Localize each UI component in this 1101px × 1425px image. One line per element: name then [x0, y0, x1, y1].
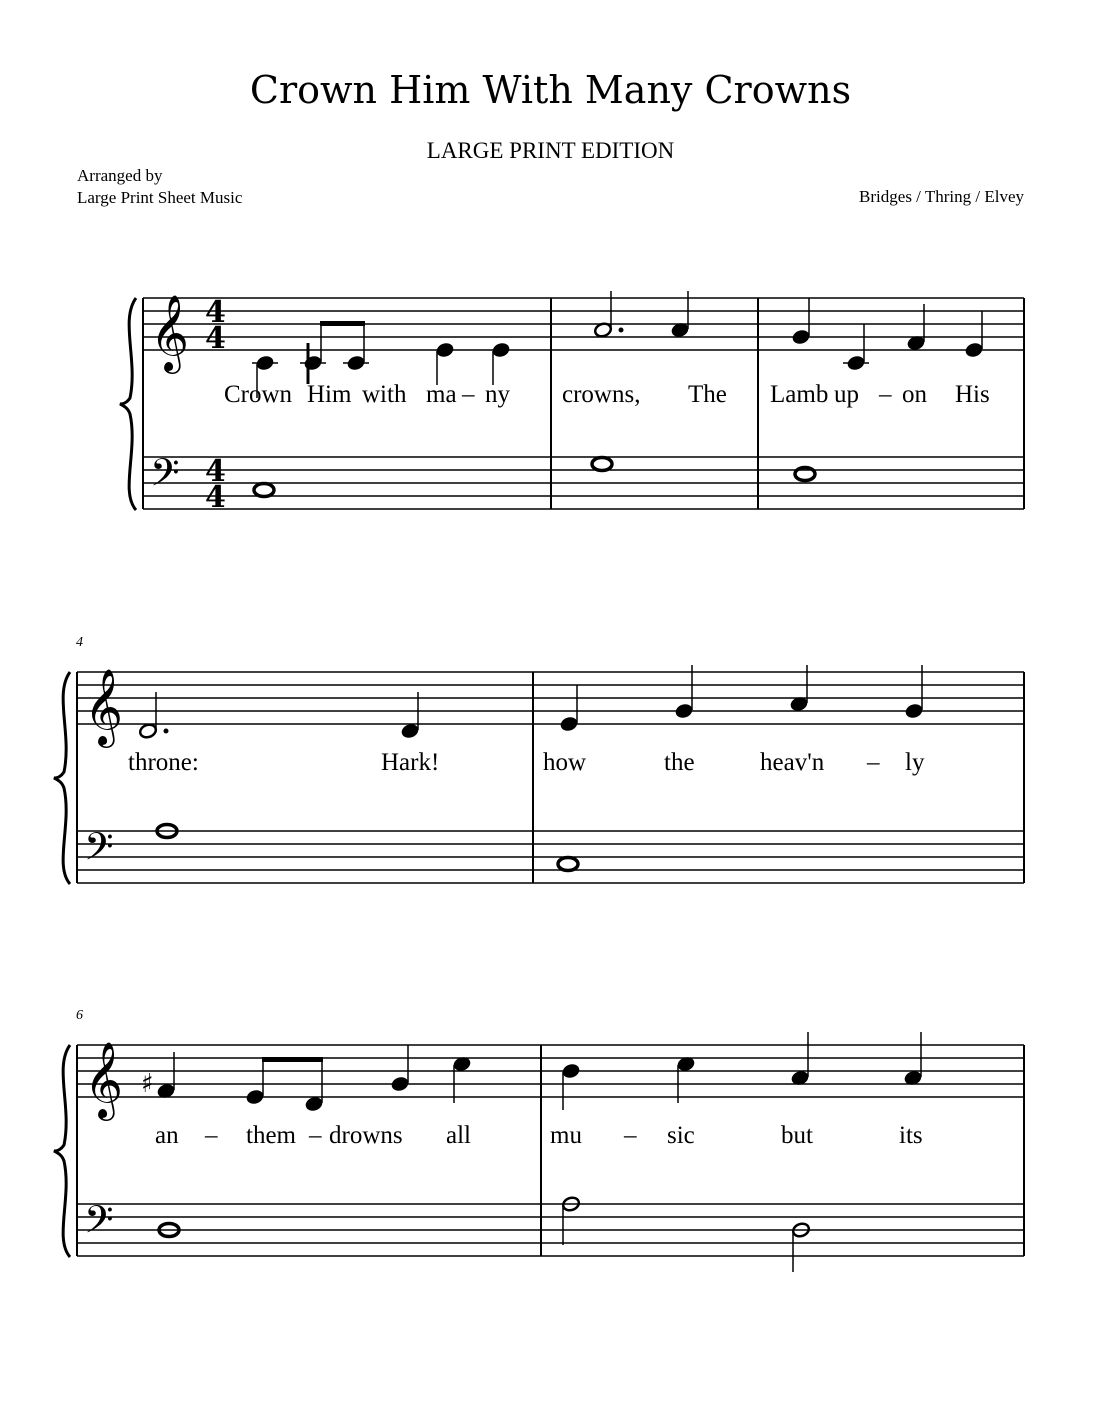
grand-staff-brace: [54, 672, 70, 884]
lyric-syllable: mu: [550, 1122, 582, 1149]
arranger-name: Large Print Sheet Music: [77, 188, 243, 207]
note-head: [491, 342, 510, 359]
grand-staff-brace: [120, 298, 136, 510]
lyrics-system-1: [224, 381, 990, 408]
lyric-syllable: but: [781, 1122, 813, 1149]
lyric-syllable: its: [899, 1122, 923, 1149]
whole-note-head: [558, 858, 578, 871]
treble-clef-icon: 𝄞: [84, 1041, 124, 1118]
lyric-syllable: drowns: [329, 1122, 403, 1149]
lyric-syllable: how: [543, 749, 587, 776]
half-note-head: [138, 723, 157, 740]
lyric-syllable: Lamb: [770, 381, 829, 408]
lyric-syllable: heav'n: [760, 749, 825, 776]
bass-staff: [143, 457, 1024, 509]
lyric-syllable: them: [246, 1122, 296, 1149]
lyric-syllable: up: [834, 381, 859, 408]
note-head: [255, 355, 274, 372]
note-head: [390, 1076, 409, 1093]
note-beam: [262, 1057, 323, 1062]
arranger-label: Arranged by: [77, 166, 163, 185]
note-head: [964, 342, 983, 359]
note-head: [846, 355, 865, 372]
lyric-syllable: ny: [485, 381, 510, 408]
note-head: [303, 355, 322, 372]
lyric-syllable: The: [688, 381, 727, 408]
time-signature-bottom: 4: [205, 480, 226, 515]
note-head: [904, 703, 923, 720]
treble-clef-icon: 𝄞: [150, 294, 190, 371]
bass-staff: [77, 831, 1024, 883]
note-head: [559, 716, 578, 733]
bass-clef-icon: 𝄢: [84, 824, 114, 878]
time-signature-bottom: 4: [205, 321, 226, 356]
note-head: [435, 342, 454, 359]
dot: [164, 729, 169, 734]
score-title: Crown Him With Many Crowns: [249, 68, 852, 112]
score-subtitle: LARGE PRINT EDITION: [426, 138, 675, 163]
lyric-syllable: Him: [307, 381, 352, 408]
lyric-syllable: sic: [667, 1122, 695, 1149]
whole-note-head: [592, 458, 612, 471]
lyric-hyphen: –: [205, 1122, 218, 1149]
note-head: [245, 1089, 264, 1106]
bass-clef-icon: 𝄢: [84, 1197, 114, 1251]
measure-number: 4: [76, 635, 83, 650]
treble-staff: [77, 1045, 1024, 1097]
bass-staff: [77, 1204, 1024, 1256]
composer-credit: Bridges / Thring / Elvey: [859, 187, 1024, 206]
bass-clef-icon: 𝄢: [150, 450, 180, 504]
note-head: [346, 355, 365, 372]
lyric-syllable: Hark!: [381, 749, 440, 776]
lyric-hyphen: –: [624, 1122, 637, 1149]
system-2: [54, 672, 1024, 884]
lyric-hyphen: –: [462, 381, 475, 408]
grand-staff-brace: [54, 1045, 70, 1257]
note-head: [791, 329, 810, 346]
note-head: [674, 703, 693, 720]
lyric-syllable: throne:: [128, 749, 199, 776]
lyric-hyphen: –: [309, 1122, 322, 1149]
lyric-syllable: the: [664, 749, 695, 776]
lyric-syllable: His: [955, 381, 990, 408]
lyric-syllable: with: [362, 381, 407, 408]
lyric-hyphen: –: [867, 749, 880, 776]
lyrics-system-3: [155, 1122, 923, 1149]
note-head: [561, 1063, 580, 1080]
time-signature-top: 4: [205, 295, 226, 330]
dot: [619, 328, 624, 333]
lyric-syllable: an: [155, 1122, 179, 1149]
lyric-syllable: crowns,: [562, 381, 641, 408]
lyric-syllable: on: [902, 381, 927, 408]
treble-clef-icon: 𝄞: [84, 668, 124, 745]
sharp-icon: ♯: [141, 1069, 154, 1099]
system-3: [54, 1045, 1024, 1257]
whole-note-head: [254, 484, 274, 497]
lyric-hyphen: –: [879, 381, 892, 408]
treble-staff: [143, 298, 1024, 350]
treble-staff: [77, 672, 1024, 724]
measure-number: 6: [76, 1008, 83, 1023]
lyric-syllable: Crown: [224, 381, 293, 408]
lyric-syllable: ma: [426, 381, 457, 408]
note-head: [304, 1096, 323, 1113]
note-beam: [320, 321, 365, 326]
note-head: [400, 723, 419, 740]
lyric-syllable: ly: [905, 749, 925, 776]
time-signature-top: 4: [205, 454, 226, 489]
lyric-syllable: all: [446, 1122, 471, 1149]
lyrics-system-2: [128, 749, 925, 776]
